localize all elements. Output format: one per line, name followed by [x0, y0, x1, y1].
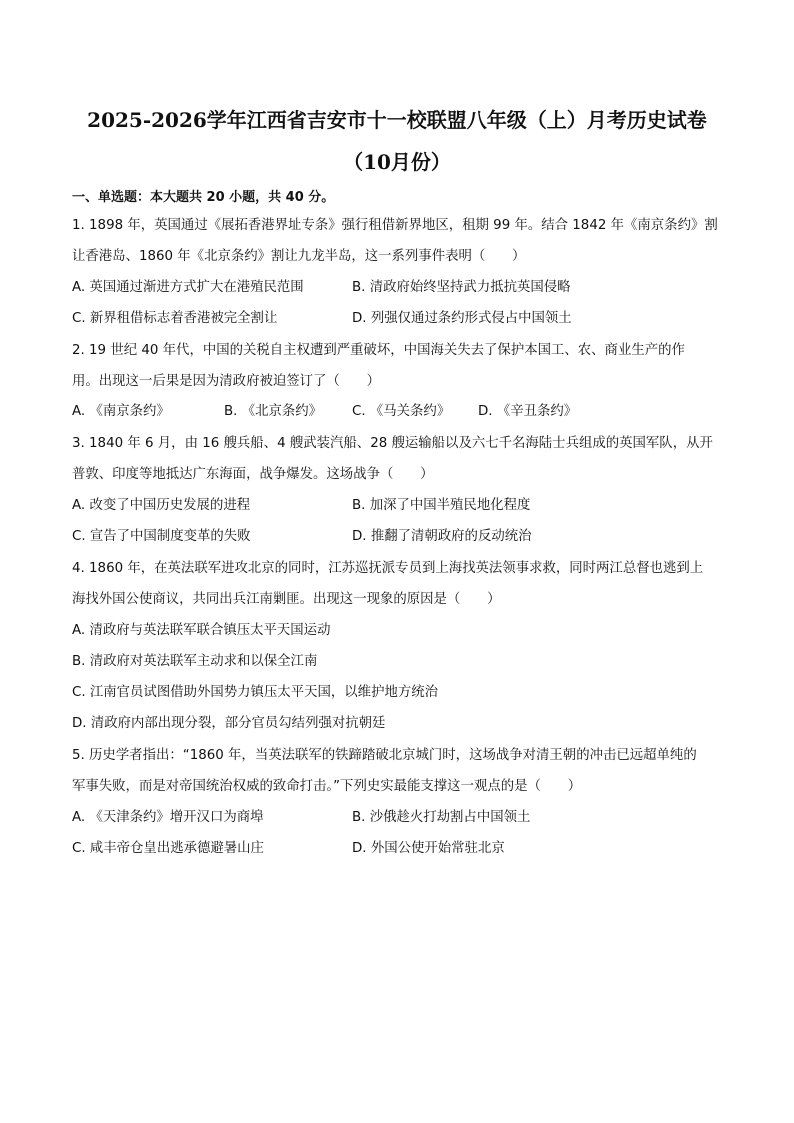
question-1-stem-line-1: 1. 1898 年，英国通过《展拓香港界址专条》强行租借新界地区，租期 99 年。结合 1842 年《南京条约》割 [72, 218, 718, 233]
question-2-stem-line-2: 用。出现这一后果是因为清政府被迫签订了（ ） [72, 374, 380, 389]
question-3-stem-line-1: 3. 1840 年 6 月，由 16 艘兵船、4 艘武装汽船、28 艘运输船以及六七千名海陆士兵组成的英国军队，从开 [72, 436, 713, 451]
question-2-option-b[interactable]: B. 《北京条约》 [224, 404, 323, 419]
section-heading: 一、单选题：本大题共 20 小题，共 40 分。 [72, 190, 335, 205]
question-5-stem-line-1: 5. 历史学者指出：“1860 年，当英法联军的铁蹄踏破北京城门时，这场战争对清王朝的冲击已远超单纯的 [72, 748, 697, 763]
question-5-stem-line-2: 军事失败，而是对帝国统治权威的致命打击。”下列史实最能支撑这一观点的是（ ） [72, 779, 582, 794]
question-4-option-a[interactable]: A. 清政府与英法联军联合镇压太平天国运动 [72, 623, 331, 638]
question-3-stem-line-2: 普敦、印度等地抵达广东海面，战争爆发。这场战争（ ） [72, 467, 434, 482]
question-5-option-b[interactable]: B. 沙俄趁火打劫割占中国领土 [352, 810, 531, 825]
question-2-option-a[interactable]: A. 《南京条约》 [72, 404, 170, 419]
question-2-stem-line-1: 2. 19 世纪 40 年代，中国的关税自主权遭到严重破坏，中国海关失去了保护本国工、农、商业生产的作 [72, 343, 685, 358]
exam-title: 2025-2026学年江西省吉安市十一校联盟八年级（上）月考历史试卷 [87, 108, 707, 132]
question-1-option-a[interactable]: A. 英国通过渐进方式扩大在港殖民范围 [72, 280, 304, 295]
question-1-option-c[interactable]: C. 新界租借标志着香港被完全割让 [72, 311, 278, 326]
question-4-option-c[interactable]: C. 江南官员试图借助外国势力镇压太平天国，以维护地方统治 [72, 685, 439, 700]
question-5-option-a[interactable]: A. 《天津条约》增开汉口为商埠 [72, 810, 264, 825]
question-4-option-d[interactable]: D. 清政府内部出现分裂，部分官员勾结列强对抗朝廷 [72, 716, 386, 731]
exam-subtitle: （10月份） [343, 150, 451, 174]
question-4-option-b[interactable]: B. 清政府对英法联军主动求和以保全江南 [72, 654, 318, 669]
question-3-option-c[interactable]: C. 宣告了中国制度变革的失败 [72, 529, 251, 544]
question-2-option-d[interactable]: D. 《辛丑条约》 [478, 404, 578, 419]
question-5-option-d[interactable]: D. 外国公使开始常驻北京 [352, 841, 505, 856]
question-3-option-b[interactable]: B. 加深了中国半殖民地化程度 [352, 498, 531, 513]
question-3-option-a[interactable]: A. 改变了中国历史发展的进程 [72, 498, 251, 513]
question-1-option-d[interactable]: D. 列强仅通过条约形式侵占中国领土 [352, 311, 572, 326]
question-1-stem-line-2: 让香港岛、1860 年《北京条约》割让九龙半岛，这一系列事件表明（ ） [72, 249, 526, 264]
question-3-option-d[interactable]: D. 推翻了清朝政府的反动统治 [352, 529, 532, 544]
question-2-option-c[interactable]: C. 《马关条约》 [352, 404, 451, 419]
question-4-stem-line-2: 海找外国公使商议，共同出兵江南剿匪。出现这一现象的原因是（ ） [72, 592, 501, 607]
question-1-option-b[interactable]: B. 清政府始终坚持武力抵抗英国侵略 [352, 280, 571, 295]
question-5-option-c[interactable]: C. 咸丰帝仓皇出逃承德避暑山庄 [72, 841, 264, 856]
question-4-stem-line-1: 4. 1860 年，在英法联军进攻北京的同时，江苏巡抚派专员到上海找英法领事求救，同时两江总督也逃到上 [72, 561, 704, 576]
